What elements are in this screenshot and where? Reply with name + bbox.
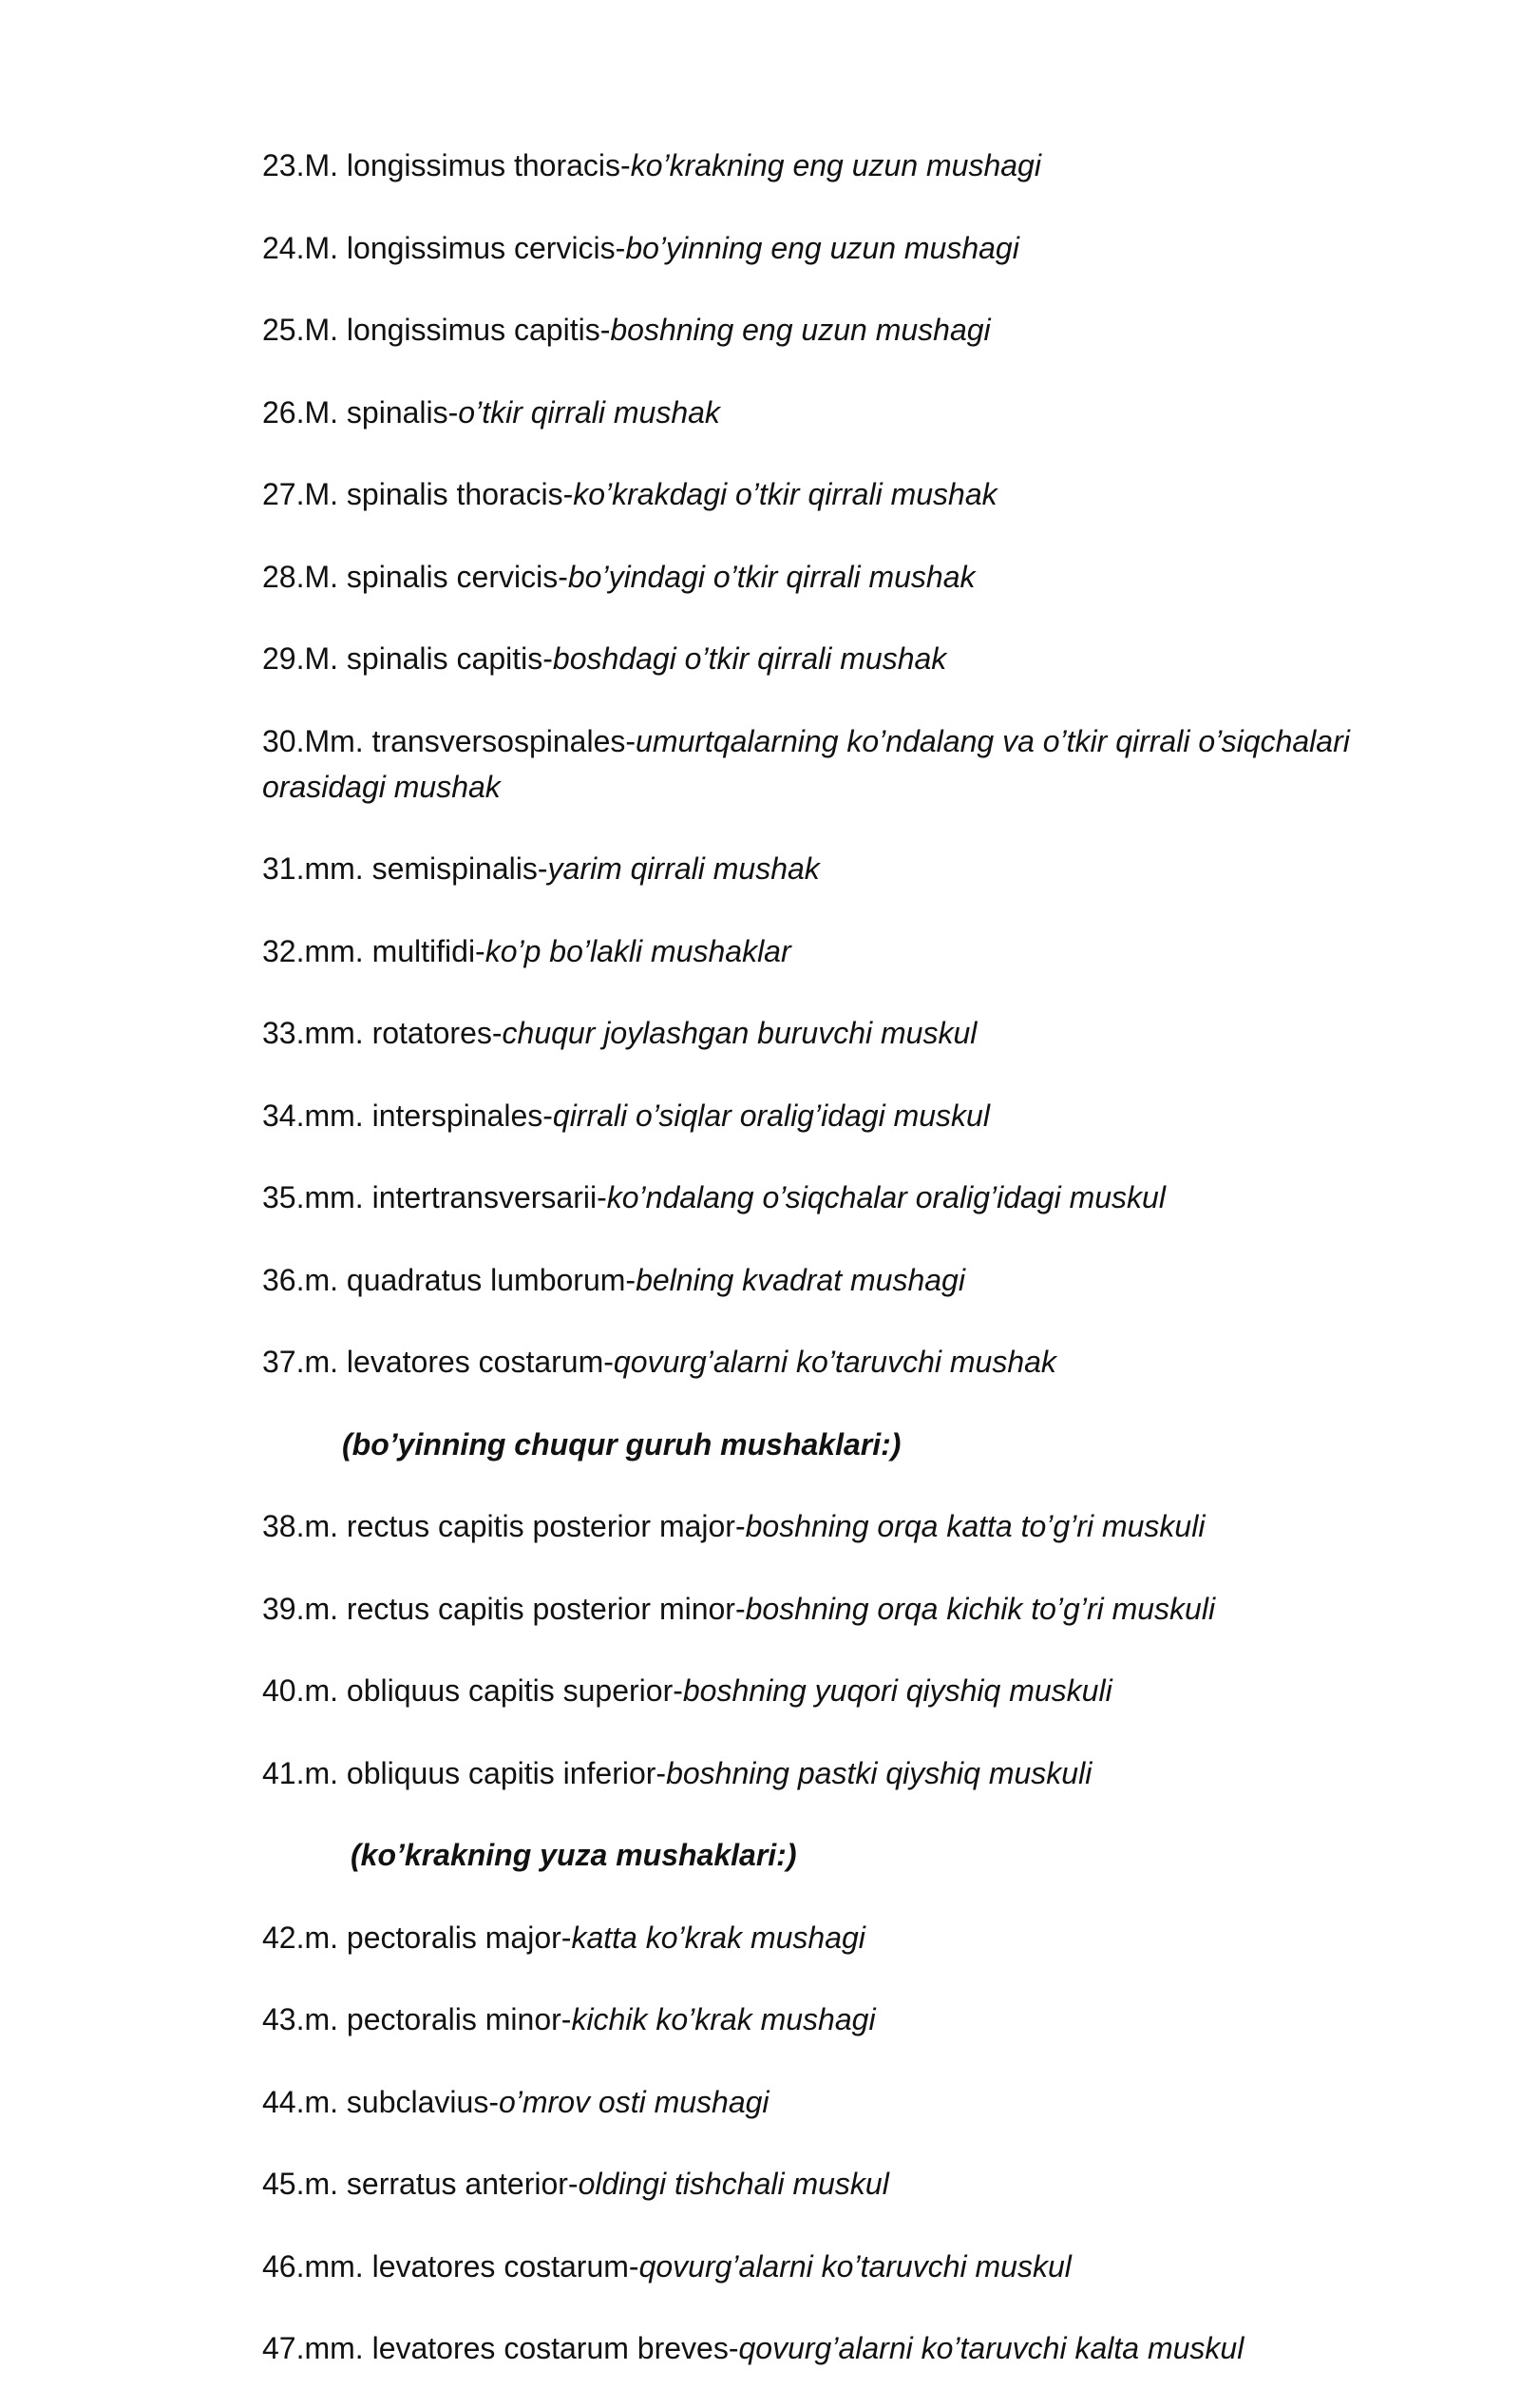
uzbek-description: qovurg’alarni ko’taruvchi mushak (613, 1345, 1056, 1379)
uzbek-description: ko’krakdagi o’tkir qirrali mushak (573, 477, 998, 511)
latin-term: 23.M. longissimus thoracis- (262, 148, 631, 182)
latin-term: 38.m. rectus capitis posterior major- (262, 1509, 746, 1543)
list-item (262, 1915, 1355, 1960)
uzbek-description: qovurg’alarni ko’taruvchi kalta muskul (738, 2331, 1244, 2365)
latin-term: 31.mm. semispinalis- (262, 851, 548, 886)
uzbek-description: boshning orqa katta to’g’ri muskuli (745, 1509, 1206, 1543)
latin-term: 42.m. pectoralis major- (262, 1920, 572, 1955)
list-item (262, 1586, 1355, 1632)
list-item (262, 1339, 1355, 1385)
uzbek-description: oldingi tishchali muskul (578, 2167, 889, 2201)
uzbek-description: boshning eng uzun mushagi (610, 313, 991, 347)
muscle-list (262, 143, 1355, 2408)
uzbek-description: umurtqalarning ko’ndalang va o’tkir qirrali o’siqchalari orasidagi mushak (262, 723, 1350, 804)
latin-term: 37.m. levatores costarum- (262, 1345, 614, 1379)
list-item (262, 846, 1355, 891)
latin-term: 27.M. spinalis thoracis- (262, 477, 574, 511)
latin-term: 43.m. pectoralis minor- (262, 2002, 572, 2036)
list-item (262, 1668, 1355, 1713)
list-item (262, 2079, 1355, 2125)
list-item (262, 2244, 1355, 2289)
uzbek-description: o’mrov osti mushagi (498, 2084, 770, 2119)
section-heading-neck-deep: (bo’yinning chuqur guruh mushaklari:) (342, 1426, 902, 1462)
uzbek-description: katta ko’krak mushagi (571, 1920, 865, 1955)
uzbek-description: boshdagi o’tkir qirrali mushak (552, 641, 947, 676)
list-item (262, 2161, 1355, 2207)
latin-term: 30.Mm. transversospinales- (262, 723, 636, 758)
uzbek-description: boshning pastki qiyshiq muskuli (666, 1755, 1092, 1790)
latin-term: 41.m. obliquus capitis inferior- (262, 1755, 667, 1790)
list-item (262, 928, 1355, 974)
latin-term: 33.mm. rotatores- (262, 1016, 503, 1050)
uzbek-description: qirrali o’siqlar oralig’idagi muskul (552, 1098, 990, 1133)
latin-term: 44.m. subclavius- (262, 2084, 499, 2119)
uzbek-description: chuqur joylashgan buruvchi muskul (502, 1016, 978, 1050)
list-item (262, 2325, 1355, 2371)
list-item (262, 1257, 1355, 1303)
latin-term: 26.M. spinalis- (262, 394, 459, 430)
section-heading-chest-superficial: (ko’krakning yuza mushaklari:) (351, 1838, 797, 1872)
list-item (262, 1010, 1355, 1056)
list-item (262, 636, 1355, 681)
list-item (262, 1750, 1355, 1796)
latin-term: 36.m. quadratus lumborum- (262, 1262, 636, 1297)
uzbek-description: ko’krakning eng uzun mushagi (630, 148, 1041, 182)
uzbek-description: o’tkir qirrali mushak (458, 394, 720, 430)
latin-term: 35.mm. intertransversarii- (262, 1180, 607, 1214)
latin-term: 28.M. spinalis cervicis- (262, 559, 568, 594)
list-item (262, 1997, 1355, 2042)
latin-term: 29.M. spinalis capitis- (262, 641, 553, 676)
uzbek-description: ko’p bo’lakli mushaklar (484, 933, 791, 968)
list-item (262, 225, 1355, 271)
latin-term: 46.mm. levatores costarum- (262, 2248, 639, 2284)
latin-term: 25.M. longissimus capitis- (262, 313, 611, 347)
uzbek-description: bo’yinning eng uzun mushagi (625, 230, 1019, 265)
latin-term: 34.mm. interspinales- (262, 1098, 553, 1133)
list-item (262, 307, 1355, 353)
latin-term: 32.mm. multifidi- (262, 933, 485, 968)
uzbek-description: boshning orqa kichik to’g’ri muskuli (745, 1591, 1216, 1626)
uzbek-description: qovurg’alarni ko’taruvchi muskul (638, 2248, 1072, 2284)
list-item (262, 143, 1355, 188)
list-item (262, 1093, 1355, 1138)
list-item (262, 1503, 1355, 1549)
list-item (262, 471, 1355, 517)
latin-term: 47.mm. levatores costarum breves- (262, 2331, 739, 2365)
list-item (262, 718, 1355, 810)
list-item (262, 390, 1355, 435)
uzbek-description: kichik ko’krak mushagi (571, 2002, 876, 2036)
uzbek-description: ko’ndalang o’siqchalar oralig’idagi muskul (606, 1180, 1166, 1214)
latin-term: 39.m. rectus capitis posterior minor- (262, 1591, 746, 1626)
uzbek-description: bo’yindagi o’tkir qirrali mushak (567, 559, 976, 594)
uzbek-description: boshning yuqori qiyshiq muskuli (682, 1673, 1112, 1708)
uzbek-description: yarim qirrali mushak (547, 851, 820, 886)
list-item (262, 554, 1355, 600)
latin-term: 24.M. longissimus cervicis- (262, 230, 626, 265)
latin-term: 40.m. obliquus capitis superior- (262, 1673, 683, 1708)
uzbek-description: belning kvadrat mushagi (636, 1262, 965, 1297)
latin-term: 45.m. serratus anterior- (262, 2167, 579, 2201)
list-item (262, 1175, 1355, 1220)
